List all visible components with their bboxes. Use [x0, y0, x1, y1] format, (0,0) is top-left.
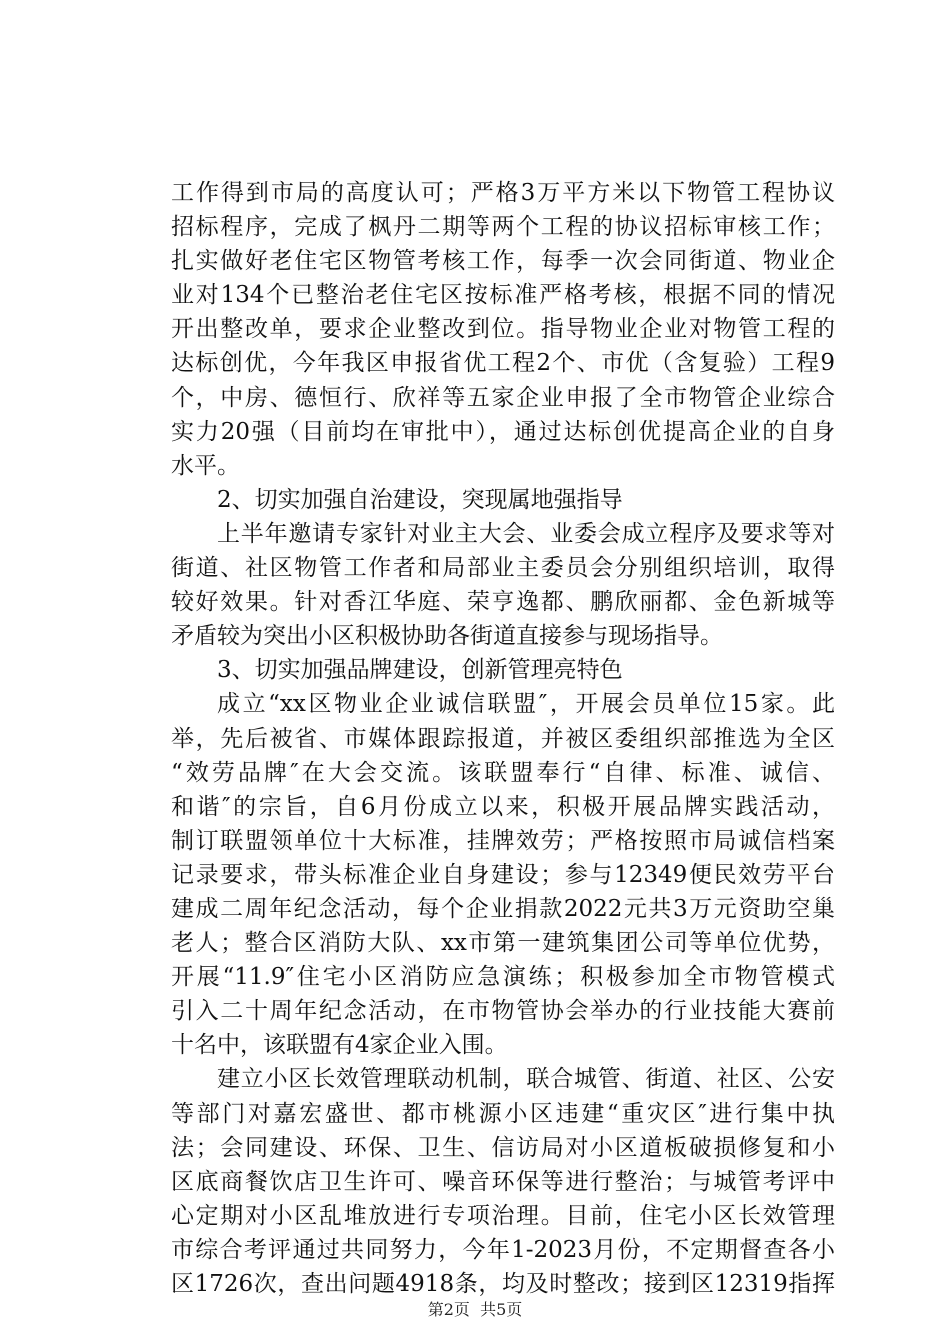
text-line: 扎实做好老住宅区物管考核工作，每季一次会同街道、物业企: [171, 248, 835, 275]
text-line: 建成二周年纪念活动，每个企业捐款2022元共3万元资助空巢: [171, 895, 835, 922]
text-line: 法；会同建设、环保、卫生、信访局对小区道板破损修复和小: [171, 1134, 835, 1161]
text-line: 等部门对嘉宏盛世、都市桃源小区违建“重灾区″进行集中执: [171, 1100, 835, 1127]
text-line: 实力20强（目前均在审批中），通过达标创优提高企业的自身: [171, 418, 835, 445]
text-line: 业对134个已整治老住宅区按标准严格考核，根据不同的情况: [171, 282, 835, 309]
text-line: 2、切实加强自治建设，突现属地强指导: [217, 486, 623, 513]
text-line: 水平。: [171, 452, 240, 479]
page-footer: 第2页 共5页: [427, 1300, 523, 1319]
text-line: 市综合考评通过共同努力，今年1-2023月份，不定期督查各小: [171, 1236, 835, 1263]
text-line: 记录要求，带头标准企业自身建设；参与12349便民效劳平台: [171, 861, 835, 888]
text-line: 老人；整合区消防大队、xx市第一建筑集团公司等单位优势，: [171, 930, 835, 957]
text-line: 开展“11.9″住宅小区消防应急演练；积极参加全市物管模式: [171, 964, 835, 991]
text-line: 和谐″的宗旨，自6月份成立以来，积极开展品牌实践活动，: [171, 793, 835, 820]
text-line: 区底商餐饮店卫生许可、噪音环保等进行整治；与城管考评中: [171, 1168, 835, 1195]
text-line: 招标程序，完成了枫丹二期等两个工程的协议招标审核工作；: [171, 214, 835, 241]
text-line: 举，先后被省、市媒体跟踪报道，并被区委组织部推选为全区: [171, 725, 835, 752]
text-line: 矛盾较为突出小区积极协助各街道直接参与现场指导。: [171, 623, 723, 650]
document-body: [171, 176, 835, 1301]
text-line: 区1726次，查出问题4918条，均及时整改；接到区12319指挥: [171, 1271, 835, 1297]
text-line: 开出整改单，要求企业整改到位。指导物业企业对物管工程的: [171, 316, 835, 343]
text-line: 达标创优，今年我区申报省优工程2个、市优（含复验）工程9: [171, 350, 835, 377]
text-line: “效劳品牌″在大会交流。该联盟奉行“自律、标准、诚信、: [171, 759, 835, 786]
text-line: 成立“xx区物业企业诚信联盟″，开展会员单位15家。此: [217, 691, 835, 718]
text-line: 上半年邀请专家针对业主大会、业委会成立程序及要求等对: [217, 520, 835, 547]
text-line: 引入二十周年纪念活动，在市物管协会举办的行业技能大赛前: [171, 998, 835, 1025]
text-line: 工作得到市局的高度认可；严格3万平方米以下物管工程协议: [171, 180, 835, 206]
text-line: 个，中房、德恒行、欣祥等五家企业申报了全市物管企业综合: [171, 384, 835, 411]
text-line: 十名中，该联盟有4家企业入围。: [171, 1032, 508, 1059]
text-line: 制订联盟领单位十大标准，挂牌效劳；严格按照市局诚信档案: [171, 827, 835, 854]
text-line: 心定期对小区乱堆放进行专项治理。目前，住宅小区长效管理: [171, 1202, 835, 1229]
text-line: 较好效果。针对香江华庭、荣亨逸都、鹏欣丽都、金色新城等: [171, 589, 835, 616]
text-line: 建立小区长效管理联动机制，联合城管、街道、社区、公安: [217, 1066, 835, 1093]
text-line: 3、切实加强品牌建设，创新管理亮特色: [217, 657, 623, 684]
text-line: 街道、社区物管工作者和局部业主委员会分别组织培训，取得: [171, 555, 835, 582]
